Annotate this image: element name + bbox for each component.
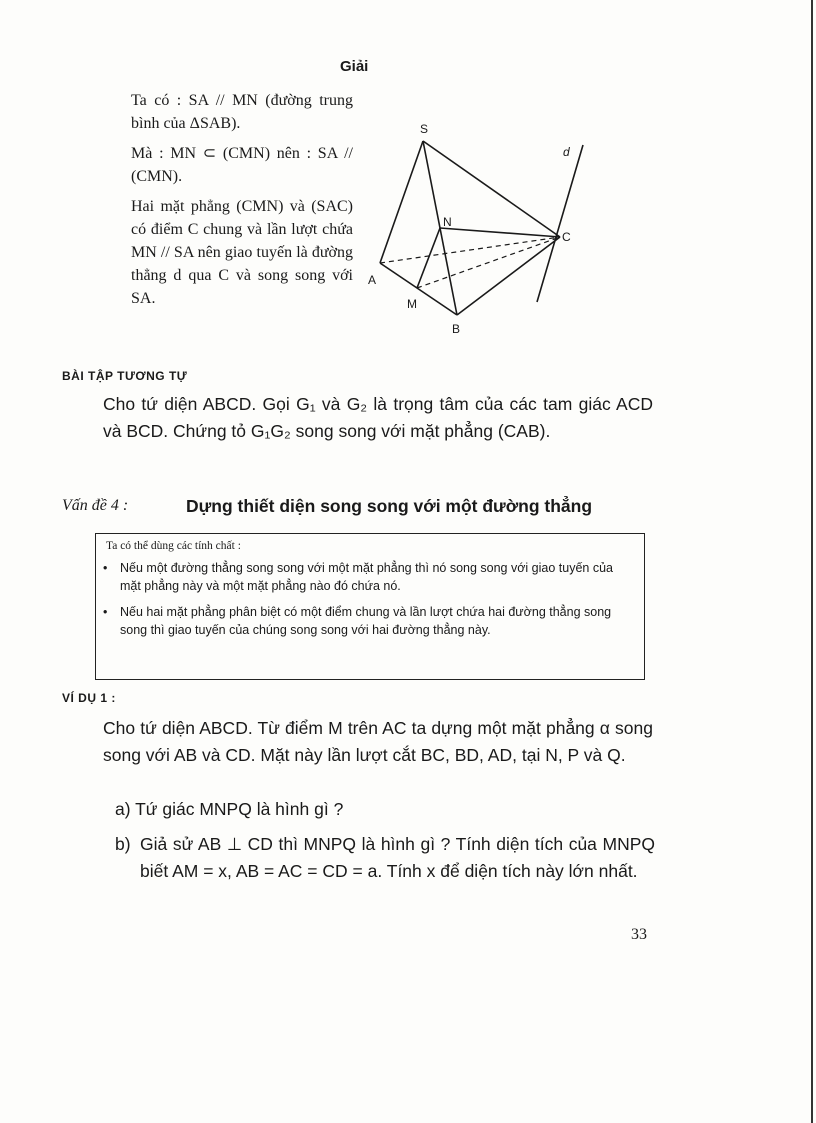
proof-paragraph-1: Ta có : SA // MN (đường trung bình của ΔSAB). [131, 92, 353, 132]
similar-exercise-heading: BÀI TẬP TƯƠNG TỰ [62, 369, 188, 383]
item-label: b) [115, 834, 131, 854]
hidden-edge-AC [380, 237, 560, 263]
example-item-b [115, 831, 655, 885]
label-N: N [443, 215, 452, 229]
proof-paragraph-3: Hai mặt phẳng (CMN) và (SAC) có điểm C chung và lần lượt chứa MN // SA nên giao tuyến là đường thẳng d qua C và song song với SA. [131, 198, 353, 307]
label-S: S [420, 122, 429, 136]
item-label: a) [115, 799, 131, 819]
example-heading: VÍ DỤ 1 : [62, 691, 116, 705]
label-B: B [452, 322, 461, 336]
page-number: 33 [631, 926, 647, 943]
topic-title: Dựng thiết diện song song với một đường thẳng [186, 496, 593, 516]
item-text: Giả sử AB ⊥ CD thì MNPQ là hình gì ? Tính diện tích của MNPQ biết AM = x, AB = AC = CD = a. Tính x để diện tích này lớn nhất. [140, 834, 655, 881]
hidden-segment-MC [417, 237, 560, 288]
segment-NC [440, 228, 560, 237]
proof-text [131, 89, 353, 317]
solution-heading: Giải [340, 58, 369, 75]
label-A: A [368, 273, 377, 287]
similar-exercise-text: Cho tứ diện ABCD. Gọi G₁ và G₂ là trọng tâm của các tam giác ACD và BCD. Chứng tỏ G₁G₂ song song với mặt phẳng (CAB). [103, 394, 653, 441]
segment-NM [417, 228, 440, 288]
item-text: Tứ giác MNPQ là hình gì ? [135, 799, 344, 819]
edge-SA [380, 141, 423, 263]
box-bullet-1 [103, 559, 628, 595]
example-text: Cho tứ diện ABCD. Từ điểm M trên AC ta dựng một mặt phẳng α song song với AB và CD. Mặt này lần lượt cắt BC, BD, AD, tại N, P và Q. [103, 718, 653, 765]
label-M: M [407, 297, 417, 311]
line-d [537, 145, 583, 302]
box-bullet-text: Nếu một đường thẳng song song với một mặt phẳng thì nó song song với giao tuyến của mặt phẳng này và một mặt phẳng nào đó chứa nó. [120, 561, 613, 593]
edge-AB [380, 263, 457, 315]
bullet-icon: • [103, 561, 108, 575]
box-intro: Ta có thể dùng các tính chất : [106, 540, 241, 552]
box-bullet-text: Nếu hai mặt phẳng phân biệt có một điểm chung và lần lượt chứa hai đường thẳng song song thì giao tuyến của chúng song song với hai đường thẳng này. [120, 605, 612, 637]
topic-label: Vấn đề 4 : [62, 497, 129, 514]
example-item-a [115, 799, 343, 820]
properties-box [95, 533, 645, 680]
proof-paragraph-2: Mà : MN ⊂ (CMN) nên : SA // (CMN). [131, 145, 353, 185]
label-C: C [562, 230, 571, 244]
label-d: d [563, 145, 570, 159]
bullet-icon: • [103, 605, 108, 619]
tetrahedron-figure [365, 120, 605, 340]
box-bullet-2 [103, 603, 628, 639]
page-edge-line [811, 0, 813, 1123]
